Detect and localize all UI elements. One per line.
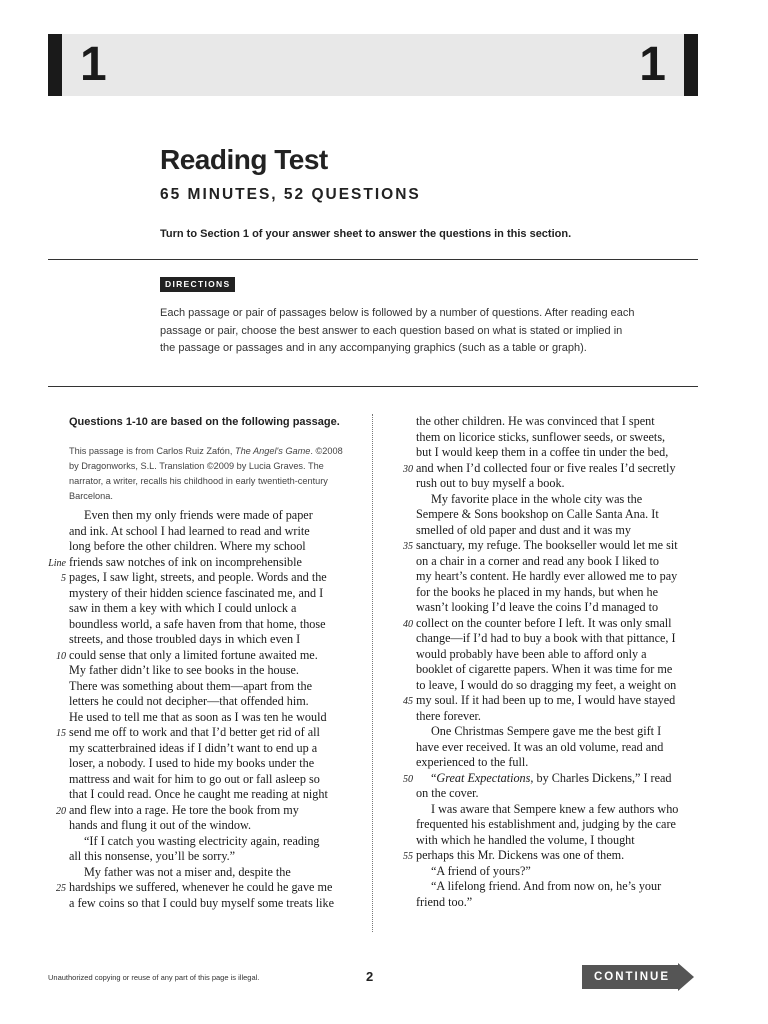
passage-line bbox=[416, 507, 701, 523]
passage-line-text: “A friend of yours?” bbox=[431, 863, 531, 878]
line-number: 20 bbox=[56, 805, 66, 817]
continue-button[interactable] bbox=[582, 963, 694, 991]
passage-line bbox=[403, 538, 701, 554]
passage-line bbox=[416, 740, 701, 756]
column-divider bbox=[372, 414, 373, 932]
passage-line bbox=[69, 586, 352, 602]
passage-intro bbox=[69, 444, 352, 504]
passage-line bbox=[69, 896, 352, 912]
passage-line-text: boundless world, a safe haven from that home, those bbox=[69, 616, 326, 631]
passage-line-text: and flew into a rage. He tore the book from my bbox=[69, 802, 299, 817]
passage-line bbox=[416, 492, 701, 508]
right-column bbox=[403, 414, 701, 910]
line-number: 35 bbox=[403, 541, 413, 552]
passage-line bbox=[69, 524, 352, 540]
passage-line-text: all this nonsense, you’ll be sorry.” bbox=[69, 849, 236, 863]
passage-line-text: could sense that only a limited fortune awaited me. bbox=[69, 647, 318, 662]
passage-line bbox=[69, 772, 352, 788]
passage-line-text: long before the other children. Where my school bbox=[69, 539, 306, 553]
passage-line bbox=[416, 864, 701, 880]
section-number-left: 1 bbox=[80, 38, 107, 91]
passage-line bbox=[403, 848, 701, 864]
section-bar-right bbox=[684, 34, 698, 96]
passage-line-text: collect on the counter before I left. It was only small bbox=[416, 615, 672, 630]
passage-line-text: streets, and those troubled days in which even I bbox=[69, 632, 301, 646]
passage-line-text: that I could read. Once he caught me reading at night bbox=[69, 787, 328, 801]
passage-line-text: pages, I saw light, streets, and people. Words and the bbox=[69, 570, 327, 584]
passage-line bbox=[416, 476, 701, 492]
passage-line bbox=[416, 833, 701, 849]
passage-line-text: “Great Expectations, by Charles Dickens,” I read bbox=[431, 770, 672, 785]
passage-line-text: “If I catch you wasting electricity again, reading bbox=[84, 833, 320, 848]
passage-line-text: friends saw notches of ink on incomprehensible bbox=[69, 554, 302, 569]
section-header-band bbox=[48, 34, 698, 96]
line-number: 15 bbox=[56, 728, 66, 739]
passage-line-text: experienced to the full. bbox=[416, 755, 529, 769]
passage-line-text: change—if I’d had to buy a book with that pittance, I bbox=[416, 631, 676, 645]
passage-line-text: There was something about them—apart from the bbox=[69, 678, 313, 693]
passage-line bbox=[416, 662, 701, 678]
passage-line-text: My father didn’t like to see books in the house. bbox=[69, 663, 299, 677]
passage-line-text: mystery of their hidden science fascinated me, and I bbox=[69, 585, 324, 600]
passage-line-text: sanctuary, my refuge. The bookseller would let me sit bbox=[416, 538, 678, 552]
section-number-right: 1 bbox=[639, 38, 666, 91]
passage-line bbox=[403, 770, 701, 787]
passage-line-text: them on licorice sticks, sunflower seeds, or sweets, bbox=[416, 429, 666, 444]
passage-line-text: there forever. bbox=[416, 708, 481, 723]
passage-line-text: friend too.” bbox=[416, 894, 473, 909]
passage-line bbox=[416, 445, 701, 461]
line-number: 55 bbox=[403, 851, 413, 862]
passage-line bbox=[416, 647, 701, 663]
passage-line-text: wasn’t looking I’d leave the coins I’d managed to bbox=[416, 600, 659, 614]
passage-line bbox=[403, 460, 701, 477]
passage-line-text: hardships we suffered, whenever he could he gave me bbox=[69, 880, 333, 894]
line-number: 30 bbox=[403, 463, 413, 475]
passage-line bbox=[403, 615, 701, 632]
passage-line-text: perhaps this Mr. Dickens was one of them. bbox=[416, 848, 625, 862]
passage-line bbox=[416, 600, 701, 616]
passage-line-text: for the books he placed in my hands, but when he bbox=[416, 584, 659, 599]
continue-label: CONTINUE bbox=[593, 971, 671, 983]
passage-line bbox=[69, 865, 352, 881]
passage-line-text: My father was not a miser and, despite the bbox=[84, 864, 291, 879]
page-subtitle: 65 MINUTES, 52 QUESTIONS bbox=[160, 186, 421, 203]
passage-line bbox=[56, 725, 352, 741]
questions-heading: Questions 1-10 are based on the following passage. bbox=[69, 416, 340, 428]
section-instruction: Turn to Section 1 of your answer sheet to answer the questions in this section. bbox=[160, 228, 572, 240]
line-number: 50 bbox=[403, 773, 413, 785]
passage-line bbox=[416, 585, 701, 601]
line-number: Line bbox=[48, 557, 66, 569]
passage-line bbox=[416, 414, 701, 430]
passage-line bbox=[416, 631, 701, 647]
passage-line bbox=[61, 570, 352, 586]
passage-line-text: my soul. If it had been up to me, I would have stayed bbox=[416, 693, 676, 707]
passage-line bbox=[69, 741, 352, 757]
passage-text-right bbox=[403, 414, 701, 910]
passage-line bbox=[69, 539, 352, 555]
passage-line-text: loser, a nobody. I used to hide my books under the bbox=[69, 756, 315, 770]
line-number: 5 bbox=[61, 573, 66, 584]
passage-line bbox=[69, 694, 352, 710]
intro-book-title: The Angel's Game bbox=[234, 446, 311, 456]
passage-line bbox=[416, 554, 701, 570]
passage-line bbox=[416, 817, 701, 833]
passage-line-text: Sempere & Sons bookshop on Calle Santa Ana. It bbox=[416, 507, 659, 521]
intro-source: This passage is from Carlos Ruiz Zafón, bbox=[69, 446, 235, 456]
line-number: 25 bbox=[56, 883, 66, 894]
passage-line-text: the other children. He was convinced that I spent bbox=[416, 414, 655, 428]
passage-line-text: “A lifelong friend. And from now on, he’s your bbox=[431, 879, 662, 893]
passage-line bbox=[416, 802, 701, 818]
passage-line bbox=[69, 756, 352, 772]
passage-line bbox=[416, 709, 701, 725]
passage-line bbox=[69, 834, 352, 850]
passage-line-text: but I would keep them in a coffee tin under the bed, bbox=[416, 445, 669, 459]
passage-line bbox=[69, 601, 352, 617]
passage-line-text: have ever received. It was an old volume, read and bbox=[416, 739, 664, 754]
passage-line bbox=[403, 693, 701, 709]
passage-line-text: letters he could not decipher—that offended him. bbox=[69, 694, 309, 708]
passage-line bbox=[69, 710, 352, 726]
divider-top bbox=[48, 259, 698, 260]
passage-line bbox=[69, 632, 352, 648]
passage-line-text: My favorite place in the whole city was the bbox=[431, 491, 643, 506]
passage-line bbox=[69, 818, 352, 834]
page-title: Reading Test bbox=[160, 144, 328, 175]
passage-line bbox=[48, 554, 352, 571]
passage-line-text: One Christmas Sempere gave me the best gift I bbox=[431, 724, 662, 738]
divider-bottom bbox=[48, 386, 698, 387]
passage-line bbox=[56, 802, 352, 819]
passage-line-text: a few coins so that I could buy myself some treats like bbox=[69, 895, 335, 910]
passage-line bbox=[416, 430, 701, 446]
passage-line bbox=[416, 724, 701, 740]
directions-text: Each passage or pair of passages below is followed by a number of questions. After reading each passage or pair, choose the best answer to each question based on what is stated or implied in the passage or passages and in any accompanying graphics (such as a table or graph). bbox=[160, 307, 635, 354]
line-number: 45 bbox=[403, 696, 413, 707]
line-number: 10 bbox=[56, 650, 66, 662]
passage-line-text: on a chair in a corner and read any book I liked to bbox=[416, 553, 659, 568]
passage-line-text: rush out to buy myself a book. bbox=[416, 476, 565, 490]
intro-details: . ©2008 by Dragonworks, S.L. Translation ©2009 by Lucia Graves. The narrator, a writer, recalls his childhood in early twentieth-century Barcelona. bbox=[69, 446, 343, 501]
passage-line-text: booklet of cigarette papers. When it was time for me bbox=[416, 662, 673, 676]
passage-line bbox=[416, 569, 701, 585]
passage-line bbox=[416, 523, 701, 539]
passage-line bbox=[416, 879, 701, 895]
copyright-notice: Unauthorized copying or reuse of any part of this page is illegal. bbox=[48, 973, 260, 982]
passage-line bbox=[69, 663, 352, 679]
directions-badge: DIRECTIONS bbox=[160, 277, 235, 292]
passage-line-text: on the cover. bbox=[416, 786, 479, 800]
passage-line-text: with which he handled the volume, I thought bbox=[416, 832, 635, 847]
page-number: 2 bbox=[366, 969, 374, 984]
left-column bbox=[48, 414, 352, 911]
passage-line bbox=[416, 895, 701, 911]
passage-line-text: and ink. At school I had learned to read and write bbox=[69, 523, 310, 538]
passage-line-text: hands and flung it out of the window. bbox=[69, 818, 251, 832]
passage-line bbox=[69, 617, 352, 633]
passage-line-text: I was aware that Sempere knew a few authors who bbox=[431, 801, 679, 816]
passage-line bbox=[56, 647, 352, 664]
passage-line-text: my heart’s content. He hardly ever allowed me to pay bbox=[416, 569, 678, 583]
line-number: 40 bbox=[403, 618, 413, 630]
passage-line-text: smelled of old paper and dust and it was my bbox=[416, 522, 631, 537]
passage-line bbox=[416, 786, 701, 802]
passage-line bbox=[69, 508, 352, 524]
passage-text-left bbox=[48, 508, 352, 911]
section-bar-left bbox=[48, 34, 62, 96]
passage-line-text: to leave, I would do so dragging my feet, a weight on bbox=[416, 677, 677, 692]
passage-line-text: saw in them a key with which I could unlock a bbox=[69, 601, 297, 615]
passage-line-text: mattress and wait for him to go out or fall asleep so bbox=[69, 771, 320, 786]
passage-line-text: Even then my only friends were made of paper bbox=[84, 508, 313, 522]
passage-line-text: and when I’d collected four or five reales I’d secretly bbox=[416, 460, 676, 475]
passage-line-text: my scatterbrained ideas if I didn’t want to end up a bbox=[69, 740, 318, 755]
passage-line bbox=[56, 880, 352, 896]
passage-line-text: would probably have been able to afford only a bbox=[416, 646, 647, 661]
passage-line bbox=[69, 679, 352, 695]
passage-line bbox=[416, 755, 701, 771]
passage-line-text: send me off to work and that I’d better get rid of all bbox=[69, 725, 320, 739]
passage-line-text: frequented his establishment and, judging by the care bbox=[416, 817, 676, 831]
passage-line-text: He used to tell me that as soon as I was ten he would bbox=[69, 709, 327, 724]
passage-line bbox=[69, 787, 352, 803]
passage-line bbox=[416, 678, 701, 694]
passage-line bbox=[69, 849, 352, 865]
